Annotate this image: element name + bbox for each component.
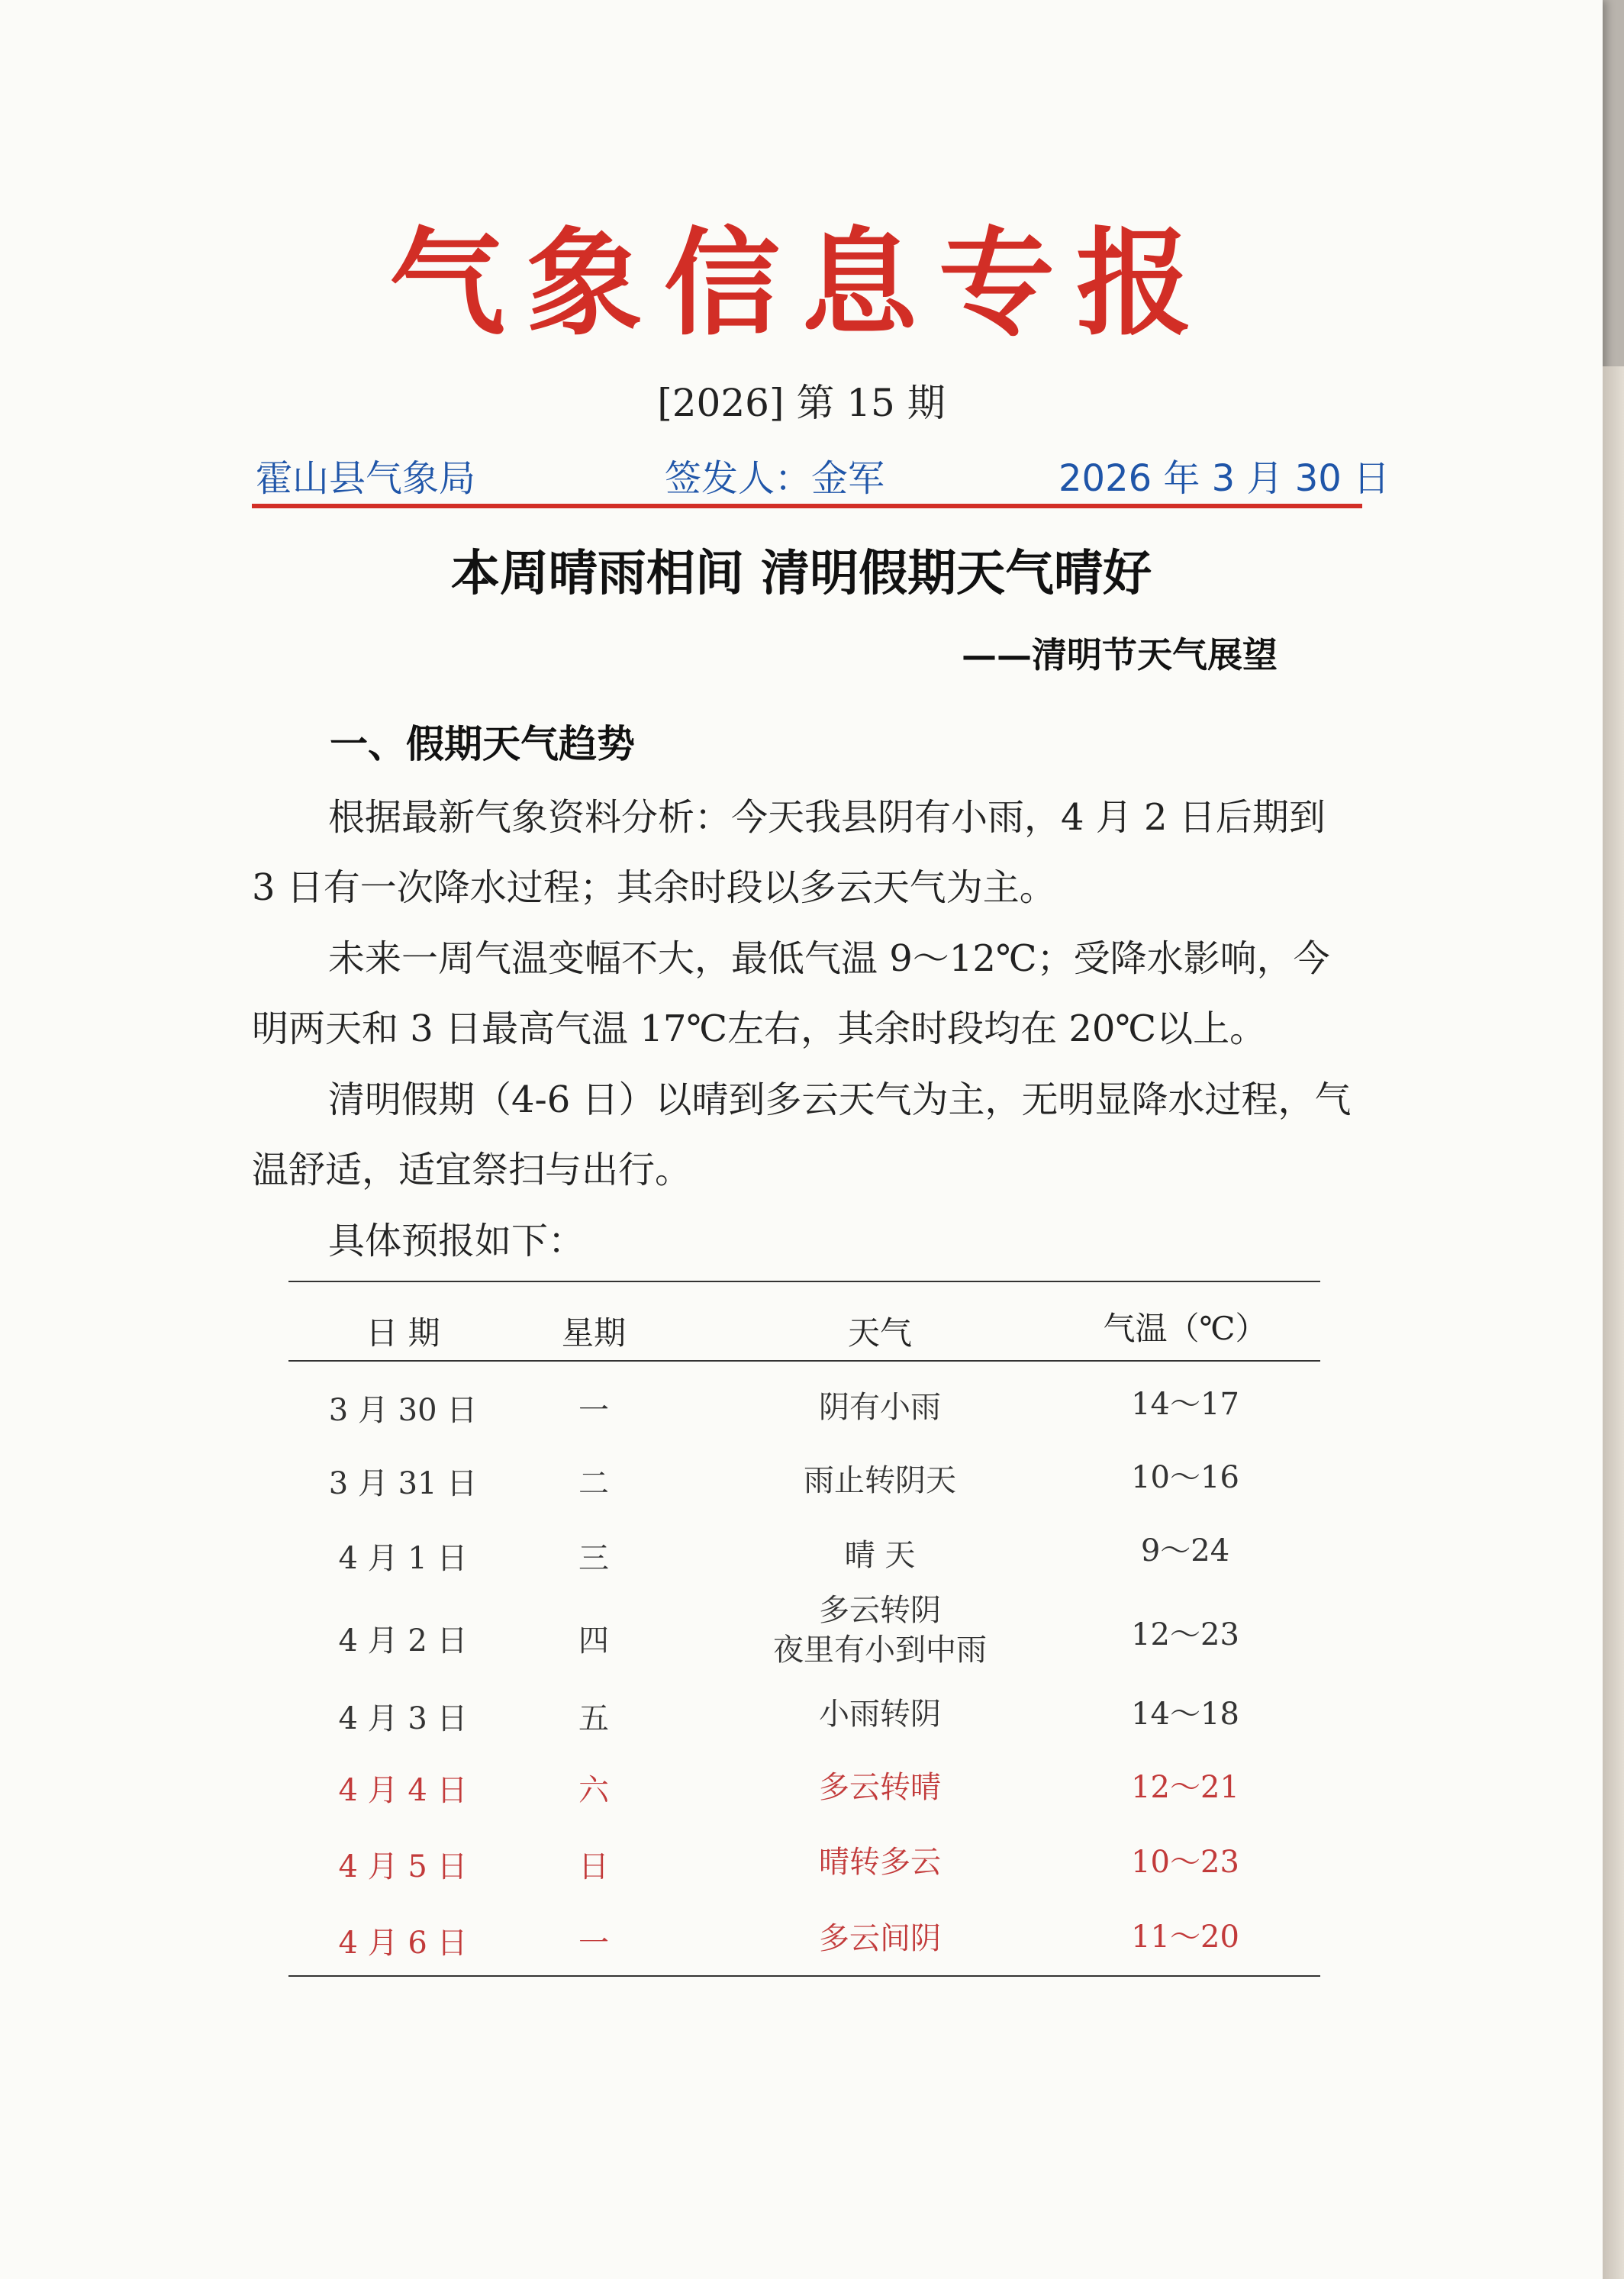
row-weather: 雨止转阴天 <box>804 1463 956 1498</box>
row-weather-holiday: 多云转晴 <box>819 1770 941 1805</box>
row-date: 4 月 2 日 <box>338 1623 468 1658</box>
row-weather: 阴有小雨 <box>819 1390 941 1425</box>
table-header-rule <box>288 1360 1320 1362</box>
row-temperature-holiday: 12～21 <box>1131 1770 1239 1805</box>
row-weekday-holiday: 一 <box>578 1926 609 1961</box>
row-date-holiday: 4 月 4 日 <box>338 1773 468 1808</box>
row-weather-holiday: 晴转多云 <box>819 1845 941 1880</box>
row-weekday-holiday: 日 <box>578 1849 609 1884</box>
header-weather: 天气 <box>847 1314 912 1352</box>
row-weather: 晴 天 <box>844 1538 916 1573</box>
signer: 签发人：金军 <box>665 457 885 500</box>
row-date: 3 月 31 日 <box>328 1466 478 1501</box>
row-weekday-holiday: 六 <box>578 1773 609 1808</box>
issue-date: 2026 年 3 月 30 日 <box>1058 457 1390 500</box>
header-temperature: 气温（℃） <box>1103 1310 1268 1347</box>
table-bottom-rule <box>288 1975 1320 1977</box>
issuer-row <box>256 449 1390 502</box>
masthead-title: 气象信息专报 <box>389 214 1213 351</box>
header-date: 日 期 <box>366 1314 440 1352</box>
row-weekday: 五 <box>578 1701 609 1736</box>
row-temperature: 14～18 <box>1131 1697 1239 1732</box>
row-date: 4 月 3 日 <box>338 1701 468 1736</box>
paragraph-temperature: 未来一周气温变幅不大，最低气温 9～12℃；受降水影响，今明两天和 3 日最高气温 17℃左右，其余时段均在 20℃以上。 <box>252 937 1330 1050</box>
row-weekday: 三 <box>578 1541 609 1576</box>
row-date-holiday: 4 月 6 日 <box>338 1926 468 1961</box>
row-temperature-holiday: 11～20 <box>1131 1920 1239 1955</box>
issue-number: [2026] 第 15 期 <box>657 381 946 425</box>
paragraph-holiday: 清明假期（4-6 日）以晴到多云天气为主，无明显降水过程，气温舒适，适宜祭扫与出行。 <box>252 1078 1352 1191</box>
table-top-rule <box>288 1281 1320 1282</box>
header-weekday: 星期 <box>561 1314 626 1352</box>
row-date: 3 月 30 日 <box>328 1393 478 1428</box>
subheadline: ——清明节天气展望 <box>962 634 1278 675</box>
row-weekday: 四 <box>578 1623 609 1658</box>
headline: 本周晴雨相间 清明假期天气晴好 <box>450 545 1152 602</box>
paragraph-forecast-summary: 根据最新气象资料分析：今天我县阴有小雨，4 月 2 日后期到 3 日有一次降水过程；其余时段以多云天气为主。 <box>252 796 1326 909</box>
row-weekday: 一 <box>578 1393 609 1428</box>
row-temperature: 14～17 <box>1131 1387 1239 1422</box>
row-weekday: 二 <box>578 1466 609 1501</box>
row-weather-night: 夜里有小到中雨 <box>773 1633 987 1668</box>
page-edge <box>1603 366 1624 2279</box>
section-heading: 一、假期天气趋势 <box>330 721 635 766</box>
row-weather: 小雨转阴 <box>819 1697 941 1732</box>
masthead-rule <box>252 504 1362 508</box>
row-date-holiday: 4 月 5 日 <box>338 1849 468 1884</box>
row-date: 4 月 1 日 <box>338 1541 468 1576</box>
row-temperature: 12～23 <box>1131 1617 1239 1652</box>
issuer: 霍山县气象局 <box>256 457 476 500</box>
paragraph-table-intro: 具体预报如下： <box>328 1220 585 1262</box>
row-weather-holiday: 多云间阴 <box>819 1921 941 1956</box>
row-temperature: 9～24 <box>1140 1533 1230 1568</box>
row-temperature-holiday: 10～23 <box>1131 1845 1239 1880</box>
row-weather: 多云转阴 <box>819 1593 941 1628</box>
row-temperature: 10～16 <box>1131 1460 1239 1495</box>
